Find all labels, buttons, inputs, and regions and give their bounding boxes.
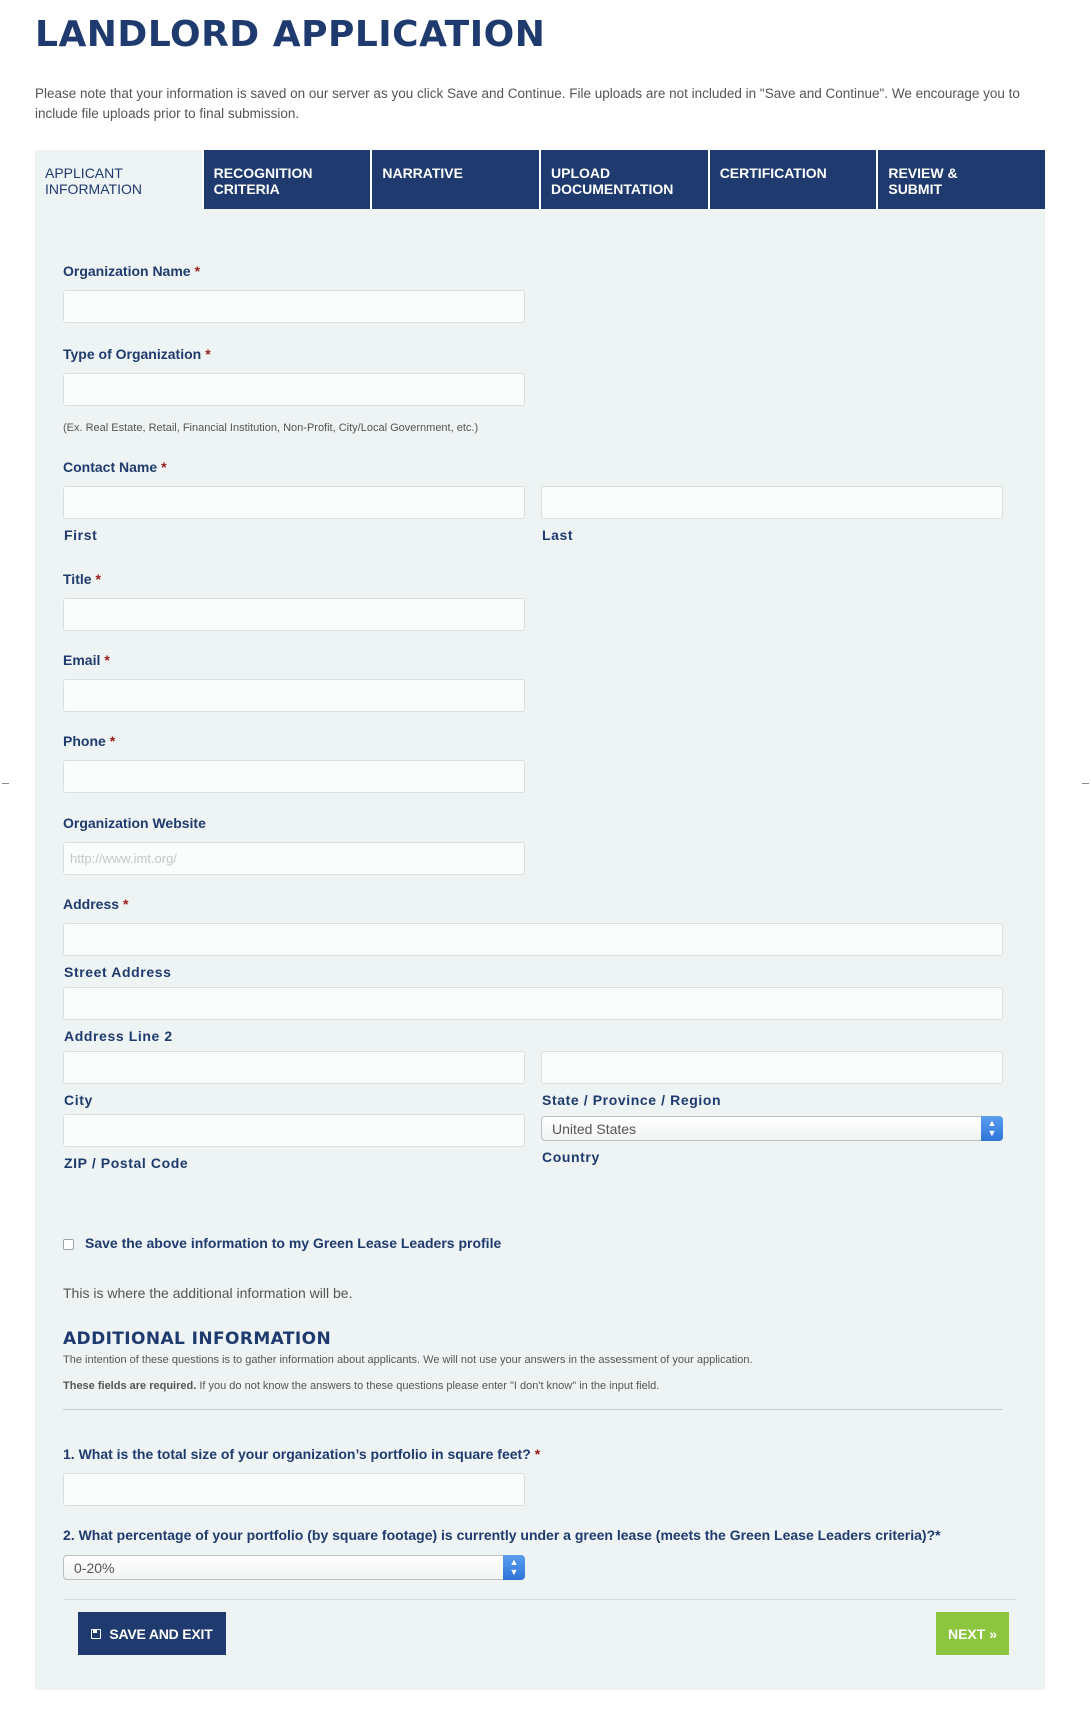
tab-recognition-criteria[interactable]: RECOGNITION CRITERIA (204, 150, 373, 209)
contact-last-input[interactable] (541, 486, 1003, 519)
country-sublabel: Country (542, 1149, 600, 1165)
select-arrows-icon: ▲ ▼ (503, 1555, 525, 1580)
page-title: LANDLORD APPLICATION (35, 14, 546, 55)
org-name-input[interactable] (63, 290, 525, 323)
website-input[interactable] (63, 842, 525, 875)
state-sublabel: State / Province / Region (542, 1092, 722, 1108)
contact-name-label: Contact Name * (63, 459, 167, 475)
additional-info-heading: ADDITIONAL INFORMATION (63, 1329, 332, 1349)
phone-label: Phone * (63, 733, 116, 749)
address-line2-sublabel: Address Line 2 (64, 1028, 173, 1044)
floppy-disk-icon (91, 1629, 101, 1639)
intro-text: Please note that your information is saved on our server as you click Save and Continue. File uploads are not included in "Save and Continue". We encourage you to include file uploads prior to final submission. (35, 86, 1020, 121)
tab-review-submit[interactable]: REVIEW & SUBMIT (878, 150, 1045, 209)
city-input[interactable] (63, 1051, 525, 1084)
tab-certification[interactable]: CERTIFICATION (710, 150, 879, 209)
org-type-label: Type of Organization * (63, 346, 211, 362)
tab-applicant-information[interactable]: APPLICANT INFORMATION (35, 150, 204, 209)
question-2-select[interactable] (63, 1555, 525, 1580)
right-edge-tick (1082, 783, 1089, 784)
tab-bar (35, 150, 1045, 209)
org-name-label: Organization Name * (63, 263, 201, 279)
buttons-divider (63, 1599, 1017, 1600)
phone-input[interactable] (63, 760, 525, 793)
question-1-input[interactable] (63, 1473, 525, 1506)
tab-narrative[interactable]: NARRATIVE (372, 150, 541, 209)
street-address-sublabel: Street Address (64, 964, 172, 980)
next-button[interactable]: NEXT » (936, 1612, 1009, 1655)
section-divider (63, 1409, 1003, 1410)
additional-note: This is where the additional information will be. (63, 1285, 353, 1301)
contact-last-sublabel: Last (542, 527, 574, 543)
country-select-value: United States (552, 1121, 637, 1137)
additional-info-intro: The intention of these questions is to gather information about applicants. We will not use your answers in the assessment of your application. (63, 1354, 753, 1366)
left-edge-tick (2, 783, 9, 784)
title-label: Title * (63, 571, 101, 587)
question-2-select-value: 0-20% (74, 1560, 115, 1576)
save-and-exit-button[interactable] (78, 1612, 226, 1655)
country-select[interactable] (541, 1116, 1003, 1141)
save-profile-checkbox[interactable] (63, 1239, 74, 1250)
form-panel (35, 209, 1045, 1690)
question-1-label: 1. What is the total size of your organization’s portfolio in square feet? * (63, 1446, 541, 1462)
title-input[interactable] (63, 598, 525, 631)
question-2-label: 2. What percentage of your portfolio (by square footage) is currently under a green lease (meets the Green Lease Leaders criteria)?* (63, 1527, 941, 1543)
email-input[interactable] (63, 679, 525, 712)
tab-upload-documentation[interactable]: UPLOAD DOCUMENTATION (541, 150, 710, 209)
contact-first-input[interactable] (63, 486, 525, 519)
website-label: Organization Website (63, 815, 206, 831)
city-sublabel: City (64, 1092, 93, 1108)
contact-first-sublabel: First (64, 527, 98, 543)
street-address-input[interactable] (63, 923, 1003, 956)
org-type-input[interactable] (63, 373, 525, 406)
select-arrows-icon: ▲ ▼ (981, 1116, 1003, 1141)
zip-sublabel: ZIP / Postal Code (64, 1155, 189, 1171)
save-profile-label[interactable]: Save the above information to my Green Lease Leaders profile (85, 1235, 502, 1251)
address-label: Address * (63, 896, 129, 912)
address-line2-input[interactable] (63, 987, 1003, 1020)
additional-info-required-note: These fields are required. If you do not know the answers to these questions please enter "I don't know" in the input field. (63, 1380, 660, 1392)
save-and-exit-label: SAVE AND EXIT (109, 1625, 213, 1642)
state-input[interactable] (541, 1051, 1003, 1084)
zip-input[interactable] (63, 1114, 525, 1147)
email-label: Email * (63, 652, 110, 668)
org-type-hint: (Ex. Real Estate, Retail, Financial Institution, Non-Profit, City/Local Government, etc.) (63, 422, 479, 434)
